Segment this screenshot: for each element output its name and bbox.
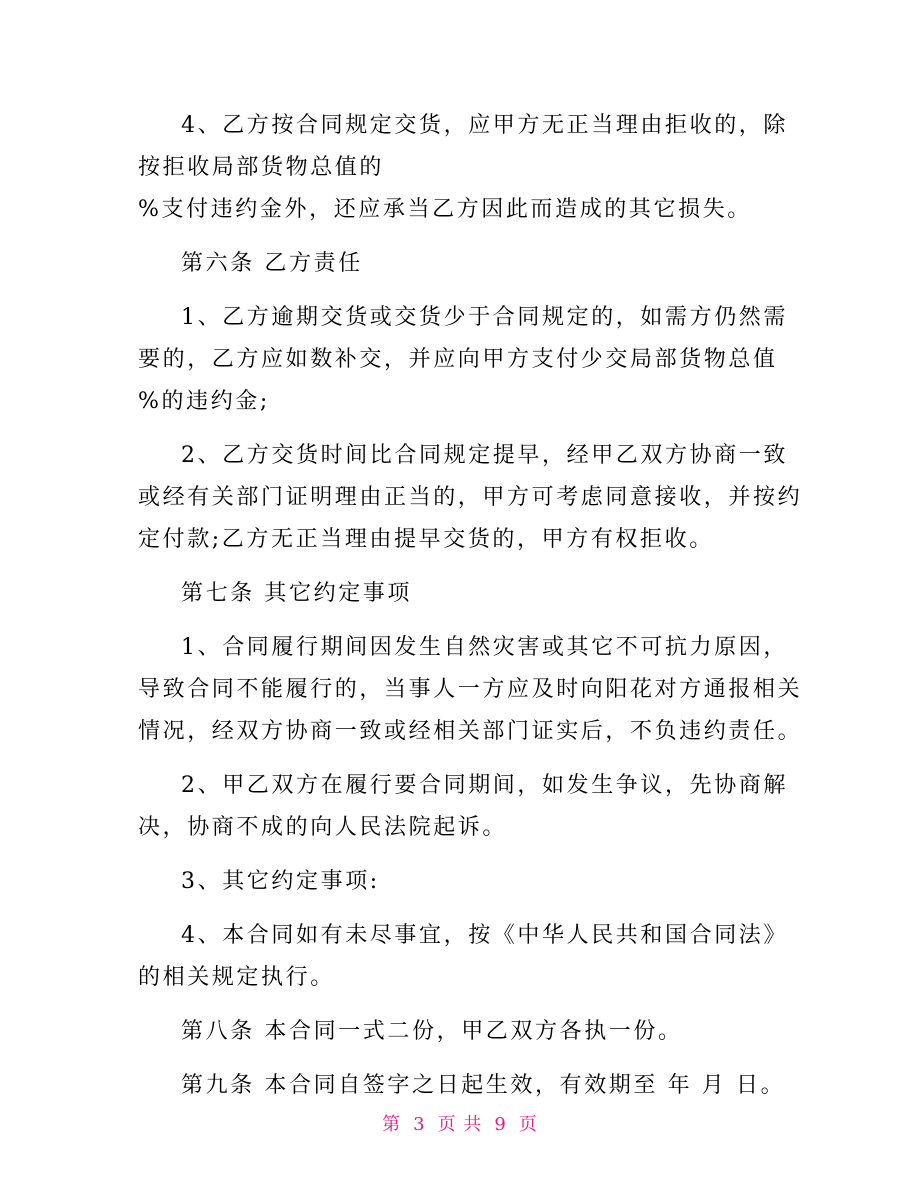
paragraph-late-delivery [138, 297, 788, 423]
text-line: 定付款;乙方无正当理由提早交货的，甲方有权拒收。 [138, 527, 714, 552]
text-line: %的违约金; [138, 389, 270, 414]
paragraph-contract-law [138, 915, 788, 999]
paragraph-early-delivery [138, 435, 803, 561]
article-8 [138, 1011, 788, 1053]
text-line: 或经有关部门证明理由正当的，甲方可考虑同意接收，并按约 [138, 485, 803, 510]
paragraph-disputes [138, 765, 788, 849]
footer-suffix: 页 [518, 1114, 538, 1135]
document-body [138, 105, 803, 1107]
text-line: 导致合同不能履行的，当事人一方应及时向阳花对方通报相关 [138, 677, 803, 702]
footer-prefix: 第 [382, 1114, 402, 1135]
current-page-number: 3 [413, 1114, 426, 1135]
text-line: 2、乙方交货时间比合同规定提早，经甲乙双方协商一致 [181, 443, 788, 468]
heading-line: 第七条 其它约定事项 [181, 581, 412, 606]
text-line: 3、其它约定事项: [181, 869, 380, 894]
total-page-count: 9 [494, 1114, 507, 1135]
paragraph-other-terms [138, 861, 788, 903]
text-line: 的相关规定执行。 [138, 965, 335, 990]
text-line: 第八条 本合同一式二份，甲乙双方各执一份。 [181, 1019, 683, 1044]
text-line: %支付违约金外，还应承当乙方因此而造成的其它损失。 [138, 197, 752, 222]
paragraph-delivery-rejection [138, 105, 788, 231]
text-line: 按拒收局部货物总值的 [138, 155, 385, 180]
text-line: 第九条 本合同自签字之日起生效，有效期至 年 月 日。 [181, 1073, 786, 1098]
article-9 [138, 1065, 788, 1107]
text-line: 1、乙方逾期交货或交货少于合同规定的，如需方仍然需 [181, 305, 788, 330]
paragraph-force-majeure [138, 627, 803, 753]
text-line: 1、合同履行期间因发生自然灾害或其它不可抗力原因， [181, 635, 788, 660]
article-heading-7 [138, 573, 788, 615]
text-line: 决，协商不成的向人民法院起诉。 [138, 815, 508, 840]
text-line: 4、乙方按合同规定交货，应甲方无正当理由拒收的，除 [181, 113, 788, 138]
heading-line: 第六条 乙方责任 [181, 251, 363, 276]
article-heading-6 [138, 243, 788, 285]
text-line: 4、本合同如有未尽事宜，按《中华人民共和国合同法》 [181, 923, 788, 948]
text-line: 要的，乙方应如数补交，并应向甲方支付少交局部货物总值 [138, 347, 778, 372]
text-line: 2、甲乙双方在履行要合同期间，如发生争议，先协商解 [181, 773, 788, 798]
text-line: 情况，经双方协商一致或经相关部门证实后，不负违约责任。 [138, 719, 803, 744]
footer-middle: 页 共 [437, 1114, 483, 1135]
page-footer [0, 1112, 920, 1138]
